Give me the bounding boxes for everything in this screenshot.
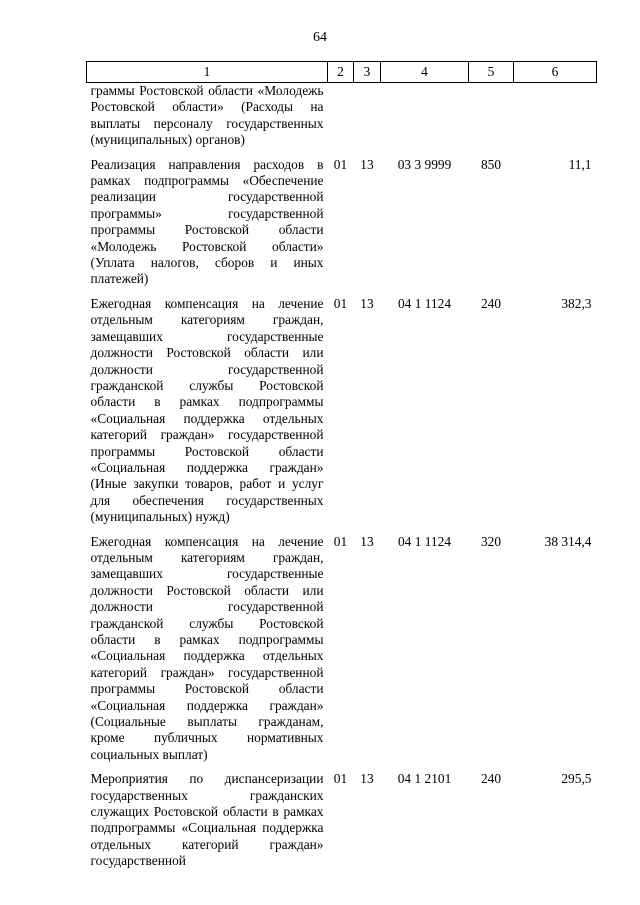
row-subsection: 13 bbox=[360, 771, 374, 787]
row-description: граммы Ростовской области «Молодежь Ростовской области» (Расходы на выплаты персоналу государственных (муниципальных) органов) bbox=[90, 83, 324, 148]
row-subsection: 13 bbox=[360, 533, 374, 549]
header-col-2: 2 bbox=[328, 62, 354, 83]
row-expense-type: 320 bbox=[480, 533, 502, 549]
row-amount: 11,1 bbox=[568, 156, 592, 172]
row-subsection: 13 bbox=[360, 156, 374, 172]
table-row bbox=[87, 534, 597, 772]
header-col-5: 5 bbox=[469, 62, 514, 83]
row-section: 01 bbox=[333, 295, 348, 311]
row-description: Ежегодная компенсация на лечение отдельным категориям граждан, замещавших государственные должности Ростовской области или должности государственной гражданской службы Ростовской области в рамках подпрограммы «Социальная поддержка отдельных категорий граждан» государственной программы Ростовской области «Социальная поддержка граждан» (Иные закупки товаров, работ и услуг для обеспечения государственных (муниципальных) нужд) bbox=[90, 295, 324, 525]
table-row bbox=[87, 157, 597, 296]
row-expense-type: 850 bbox=[480, 156, 502, 172]
row-amount: 38 314,4 bbox=[544, 533, 592, 549]
row-description: Мероприятия по диспансеризации государственных гражданских служащих Ростовской области в рамках подпрограммы «Социальная поддержка отдельных категорий граждан» государственной bbox=[90, 771, 324, 869]
row-amount: 295,5 bbox=[561, 771, 592, 787]
row-description: Ежегодная компенсация на лечение отдельным категориям граждан, замещавших государственные должности Ростовской области или должности государственной гражданской службы Ростовской области в рамках подпрограммы «Социальная поддержка отдельных категорий граждан» государственной программы Ростовской области «Социальная поддержка граждан» (Социальные выплаты гражданам, кроме публичных нормативных социальных выплат) bbox=[90, 533, 324, 762]
row-target-code: 04 1 2101 bbox=[397, 771, 452, 787]
row-amount: 382,3 bbox=[561, 295, 592, 311]
row-section: 01 bbox=[333, 771, 348, 787]
header-col-3: 3 bbox=[354, 62, 381, 83]
header-col-6: 6 bbox=[514, 62, 597, 83]
row-expense-type: 240 bbox=[480, 771, 502, 787]
row-description: Реализация направления расходов в рамках подпрограммы «Обеспечение реализации государственной программы» государственной программы Ростовской области «Молодежь Ростовской области» (Уплата налогов, сборов и иных платежей) bbox=[90, 156, 324, 287]
row-target-code: 04 1 1124 bbox=[397, 295, 452, 311]
budget-table bbox=[86, 61, 597, 878]
row-target-code: 04 1 1124 bbox=[397, 533, 452, 549]
row-target-code: 03 3 9999 bbox=[397, 156, 452, 172]
table-row bbox=[87, 296, 597, 534]
page-number: 64 bbox=[313, 30, 327, 45]
row-subsection: 13 bbox=[360, 295, 374, 311]
row-section: 01 bbox=[333, 156, 348, 172]
table-row-continuation bbox=[87, 83, 597, 157]
table-header-row bbox=[87, 62, 597, 83]
row-section: 01 bbox=[333, 533, 348, 549]
header-col-4: 4 bbox=[381, 62, 469, 83]
table-row bbox=[87, 771, 597, 877]
row-expense-type: 240 bbox=[480, 295, 502, 311]
header-col-1: 1 bbox=[87, 62, 328, 83]
